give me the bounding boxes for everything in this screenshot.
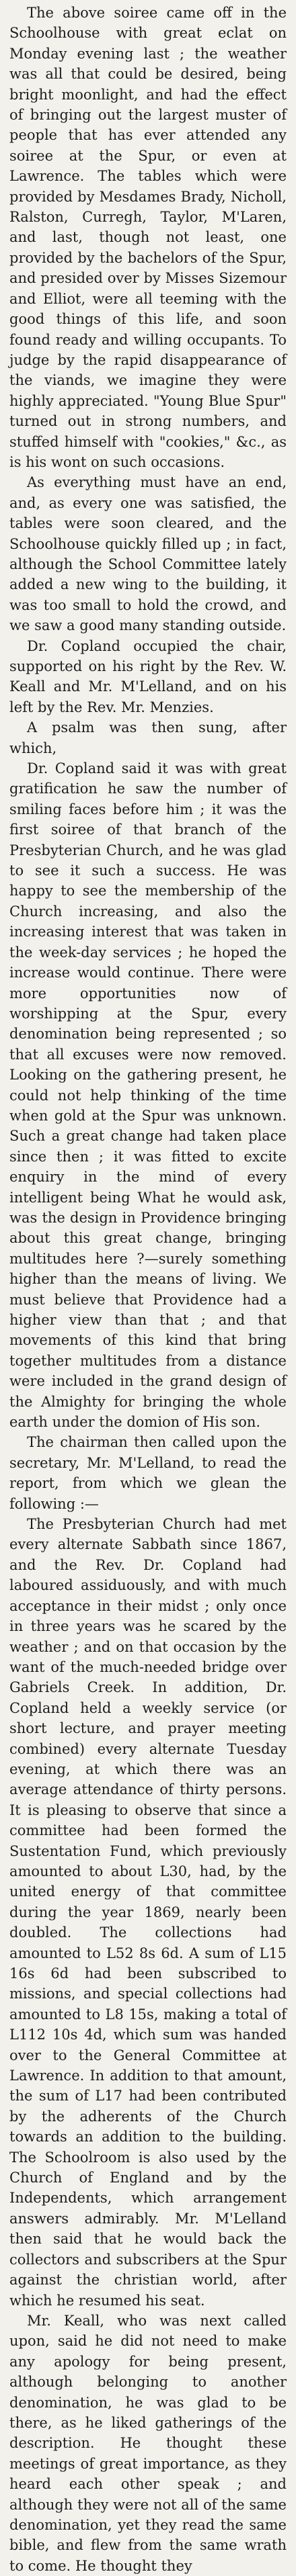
- article-paragraph-7: The Presbyterian Church had met every alternate Sabbath since 1867, and the Rev. Dr. Copland had laboured assiduously, and with much acceptance in their midst ; only once in three years was he scared by the weather ; and on that occasion by the want of the much-needed bridge over Gabriels Creek. In addition, Dr. Copland held a weekly service (or short lecture, and prayer meeting combined) every alternate Tuesday evening, at which there was an average attendance of thirty persons. It is pleasing to observe that since a committee had been formed the Sustentation Fund, which previously amounted to about L30, had, by the united energy of that committee during the year 1869, nearly been doubled. The collections had amounted to L52 8s 6d. A sum of L15 16s 6d had been subscribed to missions, and special collections had amounted to L8 15s, making a total of L112 10s 4d, which sum was handed over to the General Committee at Lawrence. In addition to that amount, the sum of L17 had been contributed by the adherents of the Church towards an addition to the building. The Schoolroom is also used by the Church of England and by the Independents, which arrangement answers admirably. Mr. M'Lelland then said that he would back the collectors and subscribers at the Spur against the christian world, after which he resumed his seat.: [9, 1516, 287, 2309]
- article-paragraph-6: The chairman then called upon the secretary, Mr. M'Lelland, to read the report, from which we glean the following :—: [9, 1434, 287, 1512]
- article-paragraph-8: Mr. Keall, who was next called upon, said he did not need to make any apology for being present, although belonging to another denomination, he was glad to be there, as he liked gatherings of the description. He thought these meetings of great importance, as they heard each other speak ; and although they were not all of the same denomination, yet they read the same bible, and flew from the same wrath to come. He thought they: [9, 2312, 287, 2574]
- article-paragraph-3: Dr. Copland occupied the chair, supported on his right by the Rev. W. Keall and Mr. M'Lelland, and on his left by the Rev. Mr. Menzies.: [9, 637, 287, 715]
- article-paragraph-1: The above soiree came off in the Schoolhouse with great eclat on Monday evening last ; the weather was all that could be desired, being bright moonlight, and had the effect of bringing out the largest muster of people that has ever attended any soiree at the Spur, or even at Lawrence. The tables which were provided by Mesdames Brady, Nicholl, Ralston, Curregh, Taylor, M'Laren, and last, though not least, one provided by the bachelors of the Spur, and presided over by Misses Sizemour and Elliot, were all teeming with the good things of this life, and soon found ready and willing occupants. To judge by the rapid disappearance of the viands, we imagine they were highly appreciated. "Young Blue Spur" turned out in strong numbers, and stuffed himself with "cookies," &c., as is his wont on such occasions.: [9, 5, 287, 470]
- article-paragraph-4: A psalm was then sung, after which,: [9, 719, 287, 756]
- article-paragraph-2: As everything must have an end, and, as every one was satisfied, the tables were soon cleared, and the Schoolhouse quickly filled up ; in fact, although the School Committee lately added a new wing to the building, it was too small to hold the crowd, and we saw a good many standing outside.: [9, 474, 287, 634]
- article-paragraph-5: Dr. Copland said it was with great gratification he saw the number of smiling faces before him ; it was the first soiree of that branch of the Presbyterian Church, and he was glad to see it such a success. He was happy to see the membership of the Church increasing, and also the increasing interest that was taken in the week-day services ; he hoped the increase would continue. There were more opportunities now of worshipping at the Spur, every denomination being represented ; so that all excuses were now removed. Looking on the gathering present, he could not help thinking of the time when gold at the Spur was unknown. Such a great change had taken place since then ; it was fitted to excite enquiry in the mind of every intelligent being What he would ask, was the design in Providence bringing about this great change, bringing multitudes here ?—surely something higher than the means of living. We must believe that Providence had a higher view than that ; and that movements of this kind that bring together multitudes from a distance were included in the grand design of the Almighty for bringing the whole earth under the domion of His son.: [9, 760, 287, 1431]
